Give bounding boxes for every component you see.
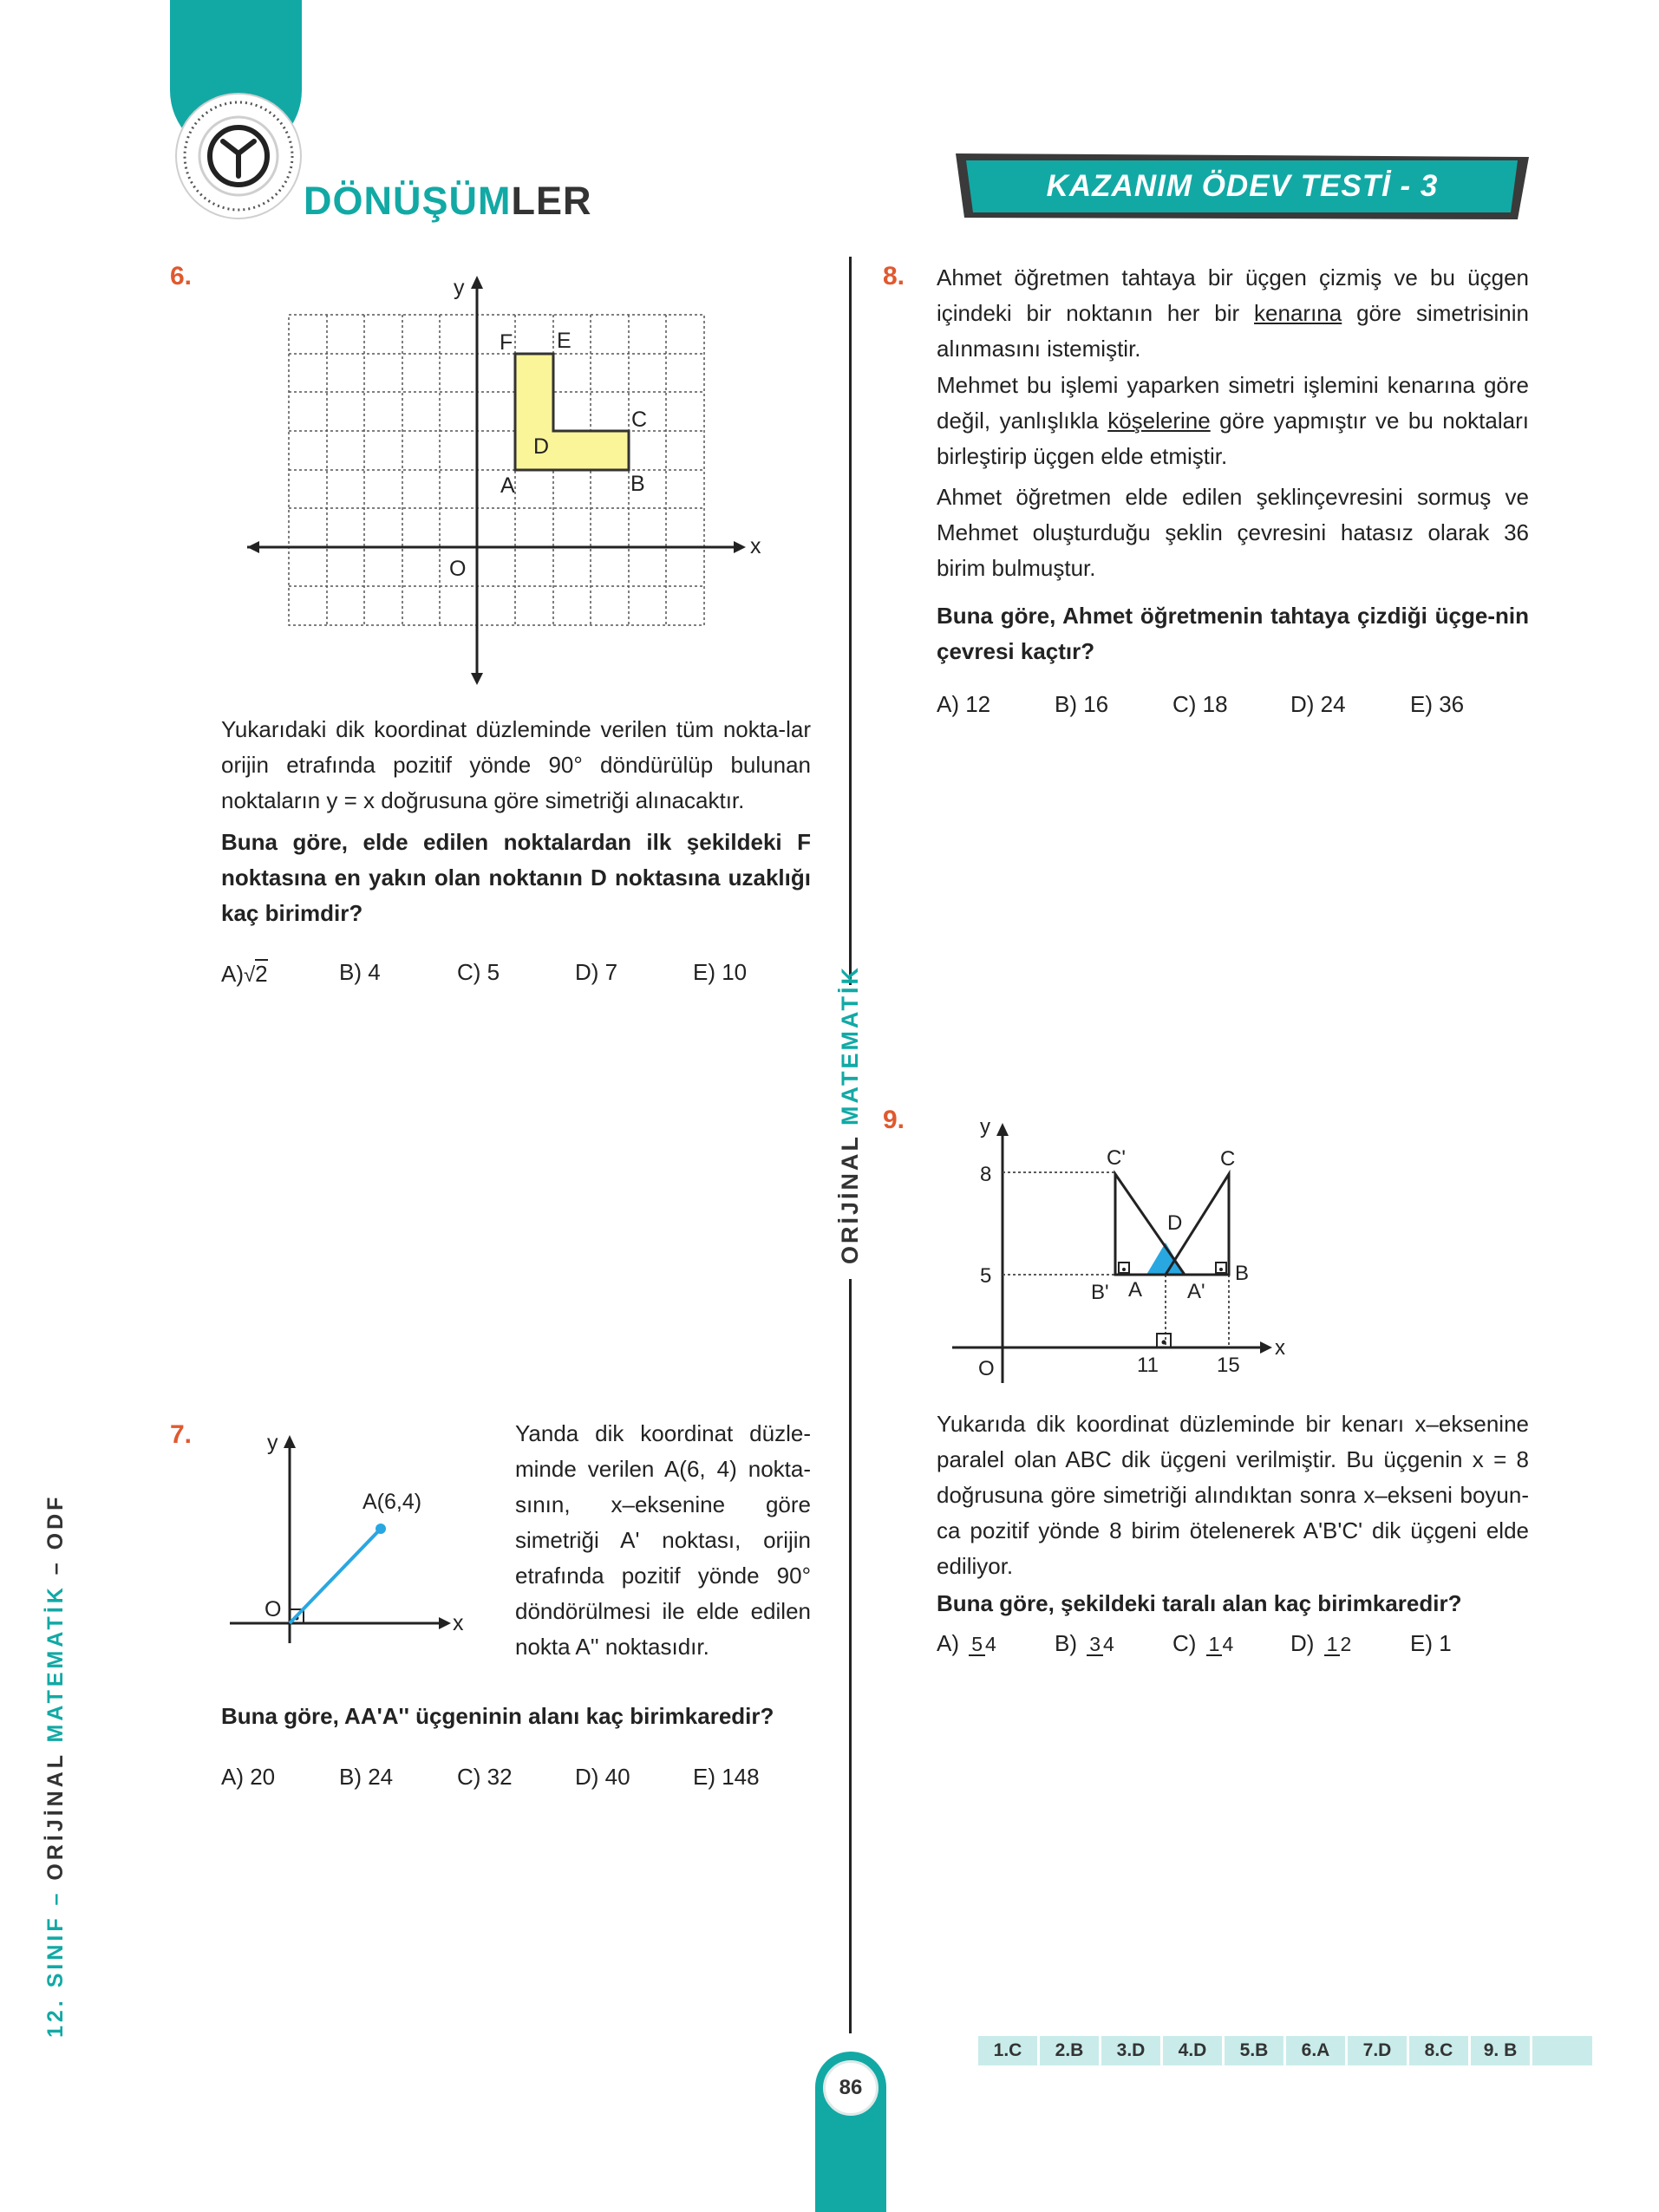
q8-question: Buna göre, Ahmet öğretmenin tahtaya çizdiği üçge-nin çevresi kaçtır? xyxy=(937,603,1529,664)
q6-option-b[interactable]: B) 4 xyxy=(339,959,381,985)
q7-option-c[interactable]: C) 32 xyxy=(457,1764,513,1790)
q7-segment-oa xyxy=(290,1529,381,1623)
q9-label-x: x xyxy=(1275,1336,1285,1360)
q8-option-c[interactable]: C) 18 xyxy=(1172,691,1228,717)
q7-label-o: O xyxy=(265,1597,282,1621)
q6-option-d[interactable]: D) 7 xyxy=(575,959,618,985)
q8-option-b[interactable]: B) 16 xyxy=(1055,691,1109,717)
q9-option-e[interactable]: E) 1 xyxy=(1410,1630,1452,1656)
q6-label-d: D xyxy=(533,434,550,459)
answer-key-item: 8.C xyxy=(1409,2036,1468,2065)
test-title: KAZANIM ÖDEV TESTİ - 3 xyxy=(1046,169,1439,203)
answer-key-item: 1.C xyxy=(978,2036,1037,2065)
chapter-title-part1: DÖNÜŞÜM xyxy=(304,179,512,223)
test-title-banner xyxy=(954,152,1531,221)
q7-label-a: A(6,4) xyxy=(362,1490,422,1514)
q9-tick-15: 15 xyxy=(1217,1354,1240,1377)
q9-label-c-prime: C' xyxy=(1107,1146,1126,1170)
side-label-left: 12. SINIF – ORİJİNAL MATEMATİK – ODF xyxy=(43,1493,68,2038)
q8-paragraph-2: Mehmet bu işlemi yaparken simetri işlemini kenarına göre değil, yanlışlıkla köşelerine göre yapmıştır ve bu noktaları birleştirip üçgen elde etmiştir. xyxy=(937,372,1529,469)
q6-label-f: F xyxy=(500,330,513,355)
q8-option-a[interactable]: A) 12 xyxy=(937,691,991,717)
q9-option-b[interactable]: B) 3 4 xyxy=(1055,1630,1114,1656)
q9-label-o: O xyxy=(978,1357,995,1380)
q9-question: Buna göre, şekildeki taralı alan kaç birimkaredir? xyxy=(937,1590,1462,1616)
q9-label-b-prime: B' xyxy=(1091,1281,1109,1304)
chapter-title-part2: LER xyxy=(511,179,592,223)
q8-option-d[interactable]: D) 24 xyxy=(1290,691,1346,717)
column-divider-bottom xyxy=(849,1279,852,2033)
q6-figure xyxy=(243,264,781,689)
q9-label-b: B xyxy=(1235,1262,1250,1285)
answer-key-item: 9. B xyxy=(1471,2036,1530,2065)
q6-grid xyxy=(289,315,704,625)
q6-text: Yukarıdaki dik koordinat düzleminde verilen tüm nokta-lar orijin etrafında pozitif yönde 90° döndürülüp bulunan noktaların y = x doğrusuna göre simetriği alınacaktır. xyxy=(221,716,811,813)
q7-number: 7. xyxy=(170,1420,193,1449)
page-number-circle xyxy=(823,2060,878,2116)
q6-number: 6. xyxy=(170,262,193,290)
q9-tick-11: 11 xyxy=(1137,1354,1159,1377)
page-number: 86 xyxy=(839,2076,863,2099)
q8-paragraph-1: Ahmet öğretmen tahtaya bir üçgen çizmiş ve bu üçgen içindeki bir noktanın her bir kenarına göre simetrisinin alınmasını istemiştir. xyxy=(937,264,1529,362)
q9-label-y: y xyxy=(980,1115,990,1139)
q9-tick-5: 5 xyxy=(980,1264,992,1288)
answer-key-item: 3.D xyxy=(1101,2036,1160,2065)
q7-question: Buna göre, AA'A'' üçgeninin alanı kaç birimkaredir? xyxy=(221,1703,774,1729)
answer-key-item: 7.D xyxy=(1348,2036,1407,2065)
q7-option-a[interactable]: A) 20 xyxy=(221,1764,276,1790)
q6-label-o: O xyxy=(449,557,467,581)
q7-label-x: x xyxy=(453,1611,464,1635)
q7-point-a xyxy=(376,1524,386,1534)
answer-key-item: 5.B xyxy=(1225,2036,1283,2065)
q9-label-a: A xyxy=(1128,1278,1143,1302)
q9-label-c: C xyxy=(1220,1147,1236,1171)
q6-option-c[interactable]: C) 5 xyxy=(457,959,500,985)
q9-tick-8: 8 xyxy=(980,1163,992,1186)
q9-text: Yukarıda dik koordinat düzleminde bir kenarı x–eksenine paralel olan ABC dik üçgeni verilmiştir. Bu üçgenin x = 8 doğrusuna göre simetriği alındıktan sonra x–ekseni boyun-ca pozitif yönde 8 birim ötelenerek A'B'C' dik üçgeni elde ediliyor. xyxy=(937,1411,1529,1579)
q6-label-b: B xyxy=(630,472,645,496)
q8-option-e[interactable]: E) 36 xyxy=(1410,691,1465,717)
answer-key-item xyxy=(1532,2036,1592,2065)
logo-emblem xyxy=(173,91,304,221)
answer-key-item: 4.D xyxy=(1163,2036,1222,2065)
q9-option-c[interactable]: C) 1 4 xyxy=(1172,1630,1234,1656)
q9-figure xyxy=(945,1110,1292,1392)
q6-l-shape xyxy=(515,354,629,470)
q7-text: Yanda dik koordinat düzle-minde verilen A(6, 4) nokta-sının, x–eksenine göre simetriği A' noktası, orijin etrafında pozitif yönde 90° döndörülmesi ile elde edilen nokta A'' noktasıdır. xyxy=(515,1420,811,1660)
chapter-title xyxy=(304,179,592,224)
answer-key xyxy=(978,2036,1592,2065)
q8-paragraph-3: Ahmet öğretmen elde edilen şeklinçevresini sormuş ve Mehmet oluşturduğu şeklin çevresini hatasız olarak 36 birim bulmuştur. xyxy=(937,484,1529,581)
q6-option-a[interactable]: A)√2 xyxy=(221,961,268,987)
q9-label-a-prime: A' xyxy=(1187,1280,1205,1303)
q9-label-d: D xyxy=(1167,1211,1183,1235)
q6-label-y: y xyxy=(454,276,465,300)
q8-options xyxy=(937,691,1464,718)
answer-key-item: 6.A xyxy=(1286,2036,1345,2065)
side-label-center: ORİJİNAL MATEMATİK xyxy=(837,965,863,1264)
q9-option-d[interactable]: D) 1 2 xyxy=(1290,1630,1352,1656)
q9-options xyxy=(937,1630,1452,1657)
q6-label-x: x xyxy=(750,534,761,558)
column-divider-top xyxy=(849,257,852,985)
q7-option-b[interactable]: B) 24 xyxy=(339,1764,394,1790)
q6-option-e[interactable]: E) 10 xyxy=(693,959,748,985)
q7-options xyxy=(221,1764,760,1791)
q6-label-c: C xyxy=(631,408,648,432)
q9-option-a[interactable]: A) 5 4 xyxy=(937,1630,996,1656)
q6-options xyxy=(221,959,747,988)
q6-question: Buna göre, elde edilen noktalardan ilk şekildeki F noktasına en yakın olan noktanın D noktasına uzaklığı kaç birimdir? xyxy=(221,829,811,926)
q9-number: 9. xyxy=(883,1106,905,1134)
q7-option-e[interactable]: E) 148 xyxy=(693,1764,760,1790)
q8-number: 8. xyxy=(883,262,905,290)
answer-key-item: 2.B xyxy=(1040,2036,1099,2065)
q6-label-e: E xyxy=(557,329,572,353)
q7-label-y: y xyxy=(267,1431,278,1455)
q6-label-a: A xyxy=(500,473,515,498)
q7-option-d[interactable]: D) 40 xyxy=(575,1764,630,1790)
q7-figure xyxy=(221,1422,490,1648)
